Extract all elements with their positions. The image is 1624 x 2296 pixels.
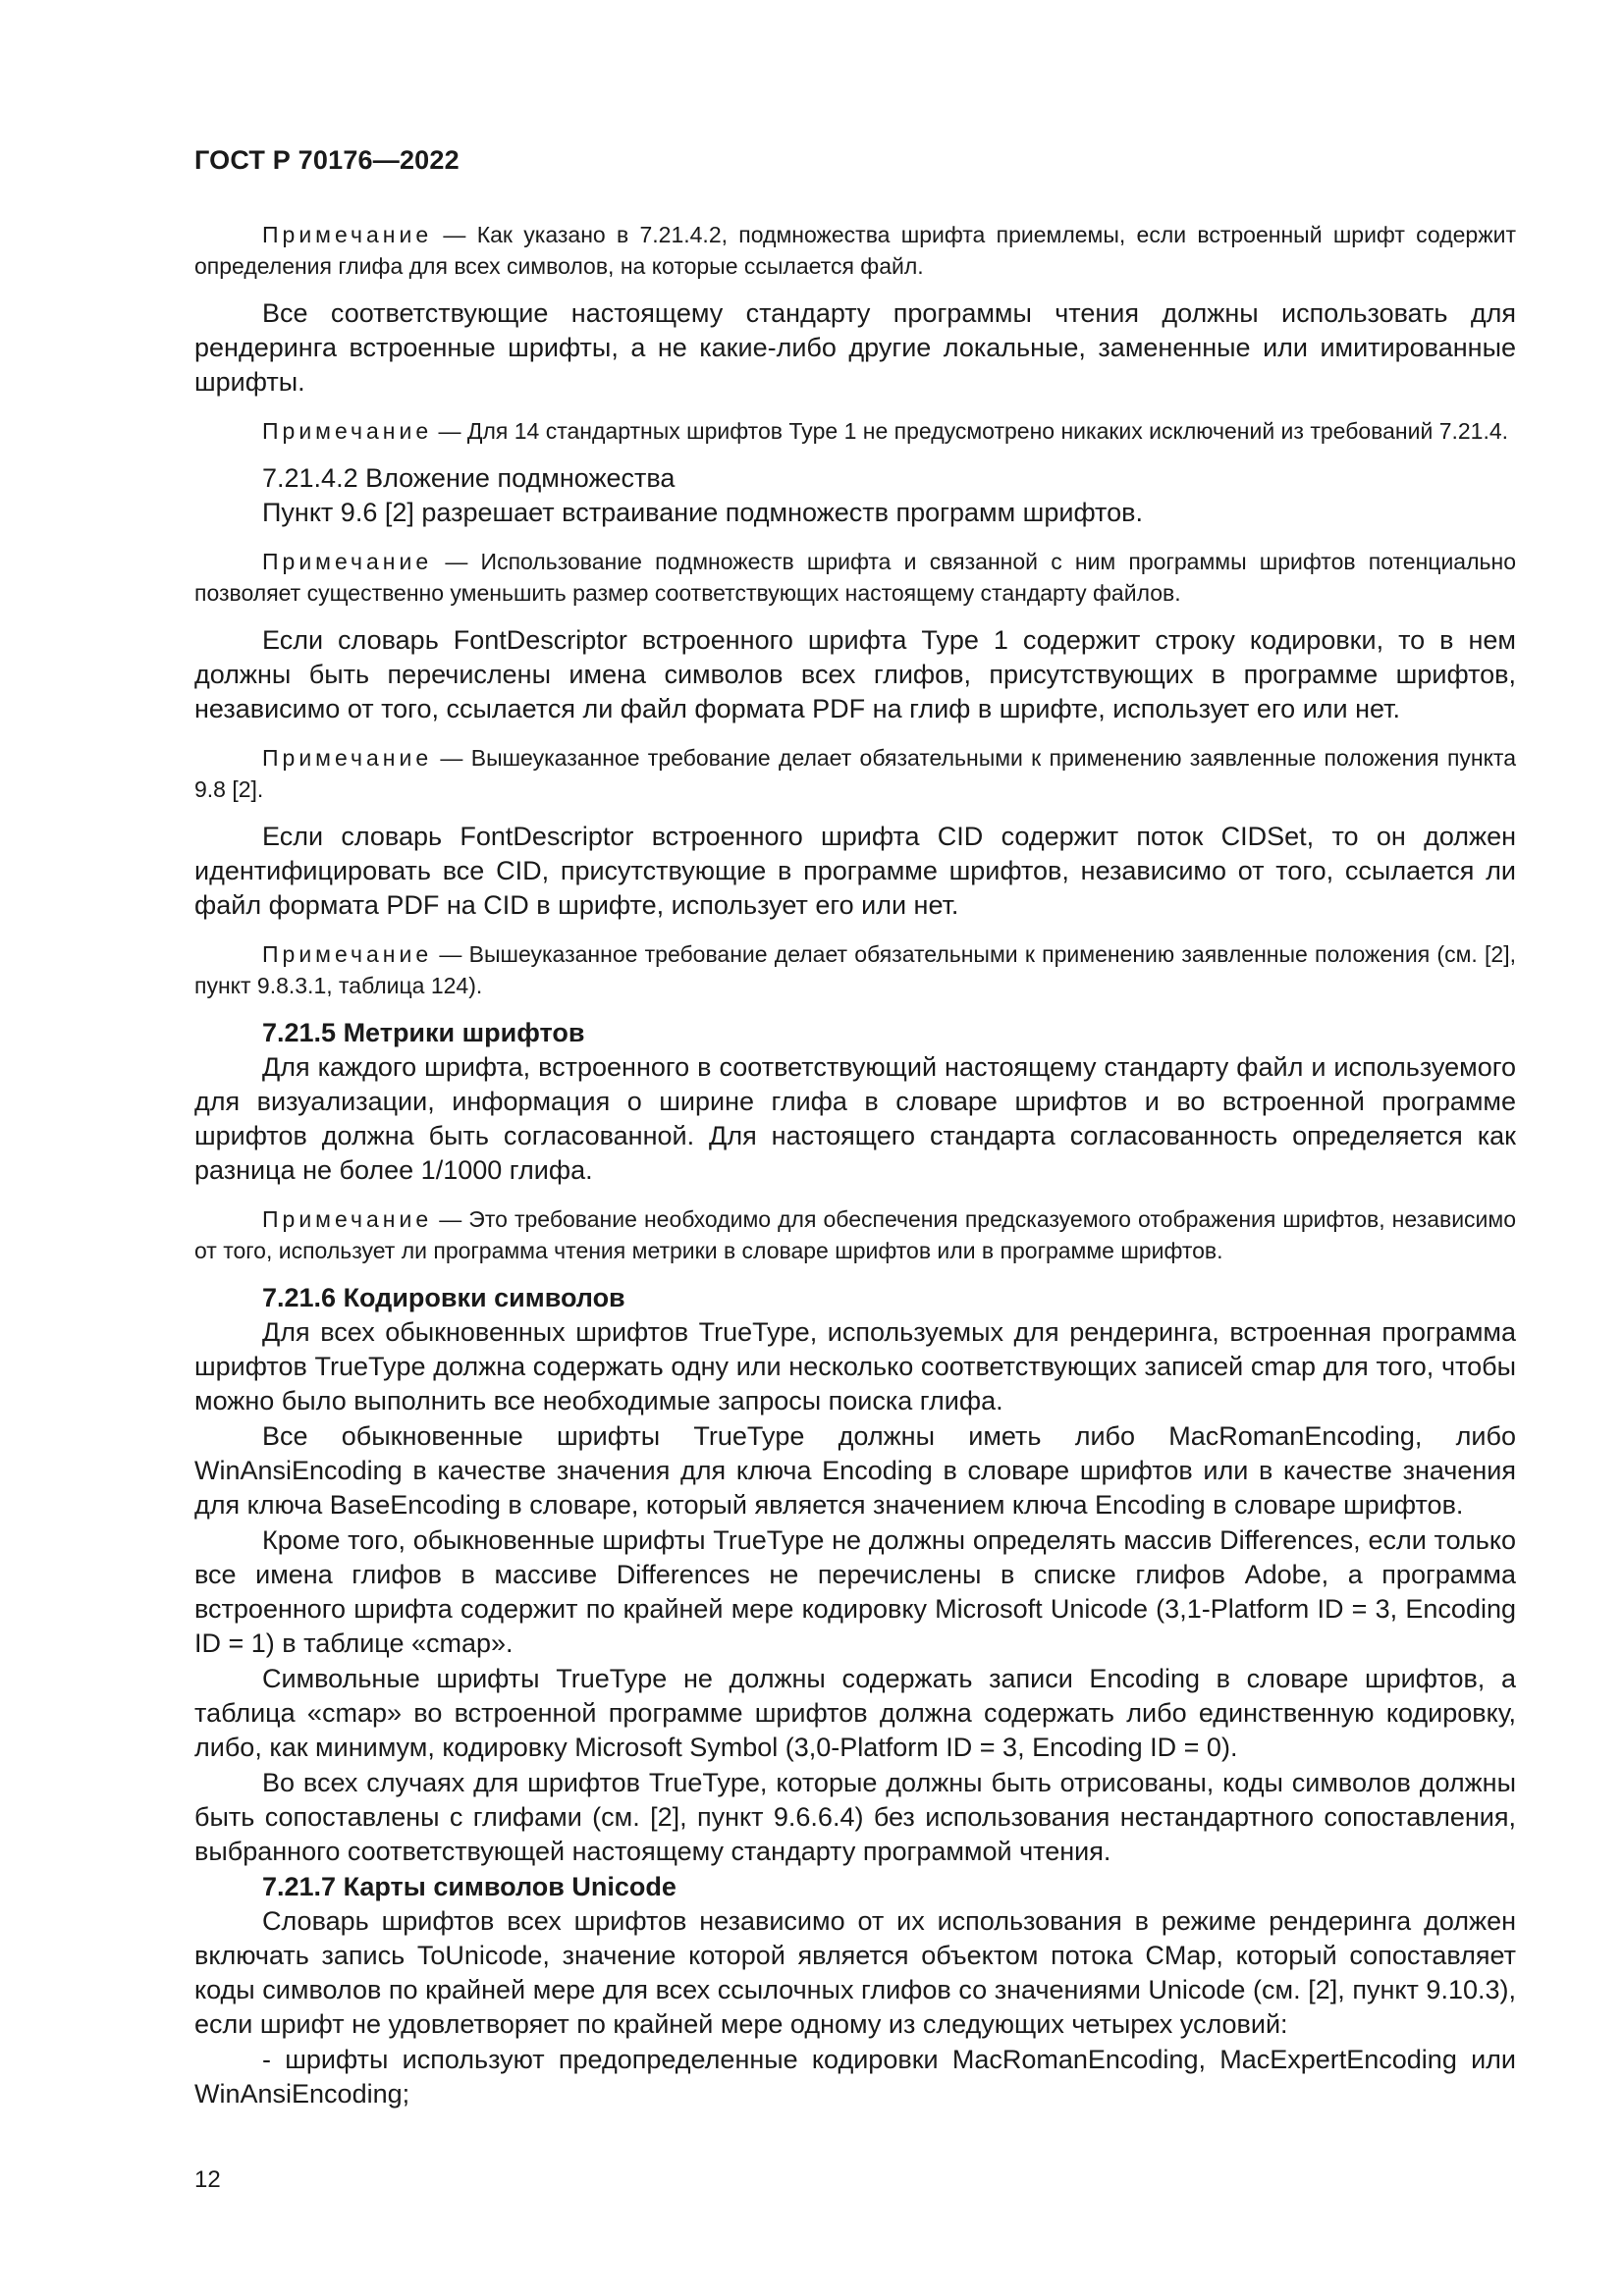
note	[194, 415, 1516, 447]
note-dash: —	[432, 1206, 469, 1232]
note-label: Примечание	[262, 222, 433, 247]
document-page	[194, 145, 1516, 2112]
note-label: Примечание	[262, 745, 433, 771]
note-dash: —	[432, 745, 471, 771]
paragraph: Словарь шрифтов всех шрифтов независимо от их использования в режиме рендеринга должен включать запись ToUnicode, значение которой является объектом потока CMap, который сопоставляет коды символов по крайней мере для всех ссылочных глифов со значениями Unicode (см. [2], пункт 9.10.3), если шрифт не удовлетворяет по крайней мере одному из следующих четырех условий:	[194, 1906, 1516, 2039]
paragraph: Пункт 9.6 [2] разрешает встраивание подмножеств программ шрифтов.	[262, 498, 1143, 527]
note-text: Это требование необходимо для обеспечения предсказуемого отображения шрифтов, независимо от того, использует ли программа чтения метрики в словаре шрифтов или в программе шрифтов.	[194, 1206, 1517, 1263]
note-label: Примечание	[262, 549, 433, 574]
paragraph: Для каждого шрифта, встроенного в соответствующий настоящему стандарту файл и используемого для визуализации, информация о ширине глифа в словаре шрифтов и во встроенной программе шрифтов должна быть согласованной. Для настоящего стандарта согласованность определяется как разница не более 1/1000 глифа.	[194, 1052, 1516, 1185]
note-text: Использование подмножеств шрифта и связанной с ним программы шрифтов потенциально позволяет существенно уменьшить размер соответствующих настоящему стандарту файлов.	[194, 549, 1516, 606]
paragraph: Символьные шрифты TrueType не должны содержать записи Encoding в словаре шрифтов, а таблица «cmap» во встроенной программе шрифтов должна содержать либо единственную кодировку, либо, как минимум, кодировку Microsoft Symbol (3,0-Platform ID = 3, Encoding ID = 0).	[194, 1664, 1516, 1762]
note-dash: —	[432, 418, 467, 444]
document-header: ГОСТ Р 70176—2022	[194, 145, 460, 175]
subsection-heading: 7.21.4.2 Вложение подмножества	[262, 463, 676, 493]
note-label: Примечание	[262, 418, 433, 444]
note	[194, 219, 1516, 282]
list-item: - шрифты используют предопределенные кодировки MacRomanEncoding, MacExpertEncoding или WinAnsiEncoding;	[194, 2045, 1516, 2109]
paragraph: Все обыкновенные шрифты TrueType должны иметь либо MacRomanEncoding, либо WinAnsiEncoding в качестве значения для ключа Encoding в словаре шрифтов или в качестве значения для ключа BaseEncoding в словаре, который является значением ключа Encoding в словаре шрифтов.	[194, 1421, 1516, 1520]
note	[194, 742, 1516, 805]
note-text: Вышеуказанное требование делает обязательными к применению заявленные положения пункта 9.8 [2].	[194, 745, 1516, 802]
paragraph: Все соответствующие настоящему стандарту программы чтения должны использовать для рендеринга встроенные шрифты, а не какие-либо другие локальные, замененные или имитированные шрифты.	[194, 298, 1516, 397]
paragraph: Если словарь FontDescriptor встроенного шрифта Type 1 содержит строку кодировки, то в нем должны быть перечислены имена символов всех глифов, присутствующих в программе шрифтов, независимо от того, ссылается ли файл формата PDF на глиф в шрифте, использует его или нет.	[194, 625, 1516, 723]
section-heading: 7.21.6 Кодировки символов	[262, 1283, 625, 1312]
note-text: Вышеуказанное требование делает обязательными к применению заявленные положения (см. [2], пункт 9.8.3.1, таблица 124).	[194, 941, 1516, 998]
note-label: Примечание	[262, 941, 433, 967]
section-heading: 7.21.5 Метрики шрифтов	[262, 1018, 585, 1047]
note-dash: —	[432, 222, 477, 247]
page-number: 12	[194, 2166, 221, 2193]
note-text: Для 14 стандартных шрифтов Type 1 не предусмотрено никаких исключений из требований 7.21.4.	[466, 418, 1509, 444]
paragraph: Если словарь FontDescriptor встроенного шрифта CID содержит поток CIDSet, то он должен идентифицировать все CID, присутствующие в программе шрифтов, независимо от того, ссылается ли файл формата PDF на CID в шрифте, использует его или нет.	[194, 822, 1516, 920]
paragraph: Кроме того, обыкновенные шрифты TrueType не должны определять массив Differences, если только все имена глифов в массиве Differences не перечислены в списке глифов Adobe, а программа встроенного шрифта содержит по крайней мере кодировку Microsoft Unicode (3,1-Platform ID = 3, Encoding ID = 1) в таблице «cmap».	[194, 1525, 1516, 1658]
note-label: Примечание	[262, 1206, 433, 1232]
section-heading: 7.21.7 Карты символов Unicode	[262, 1872, 677, 1901]
paragraph: Во всех случаях для шрифтов TrueType, которые должны быть отрисованы, коды символов должны быть сопоставлены с глифами (см. [2], пункт 9.6.6.4) без использования нестандартного сопоставления, выбранного соответствующей настоящему стандарту программой чтения.	[194, 1768, 1516, 1866]
note	[194, 1203, 1516, 1266]
note-dash: —	[432, 549, 481, 574]
note	[194, 546, 1516, 609]
note-dash: —	[432, 941, 469, 967]
note-text: Как указано в 7.21.4.2, подмножества шрифта приемлемы, если встроенный шрифт содержит определения глифа для всех символов, на которые ссылается файл.	[194, 222, 1516, 279]
paragraph: Для всех обыкновенных шрифтов TrueType, используемых для рендеринга, встроенная программа шрифтов TrueType должна содержать одну или несколько соответствующих записей cmap для того, чтобы можно было выполнить все необходимые запросы поиска глифа.	[194, 1317, 1516, 1415]
note	[194, 938, 1516, 1001]
